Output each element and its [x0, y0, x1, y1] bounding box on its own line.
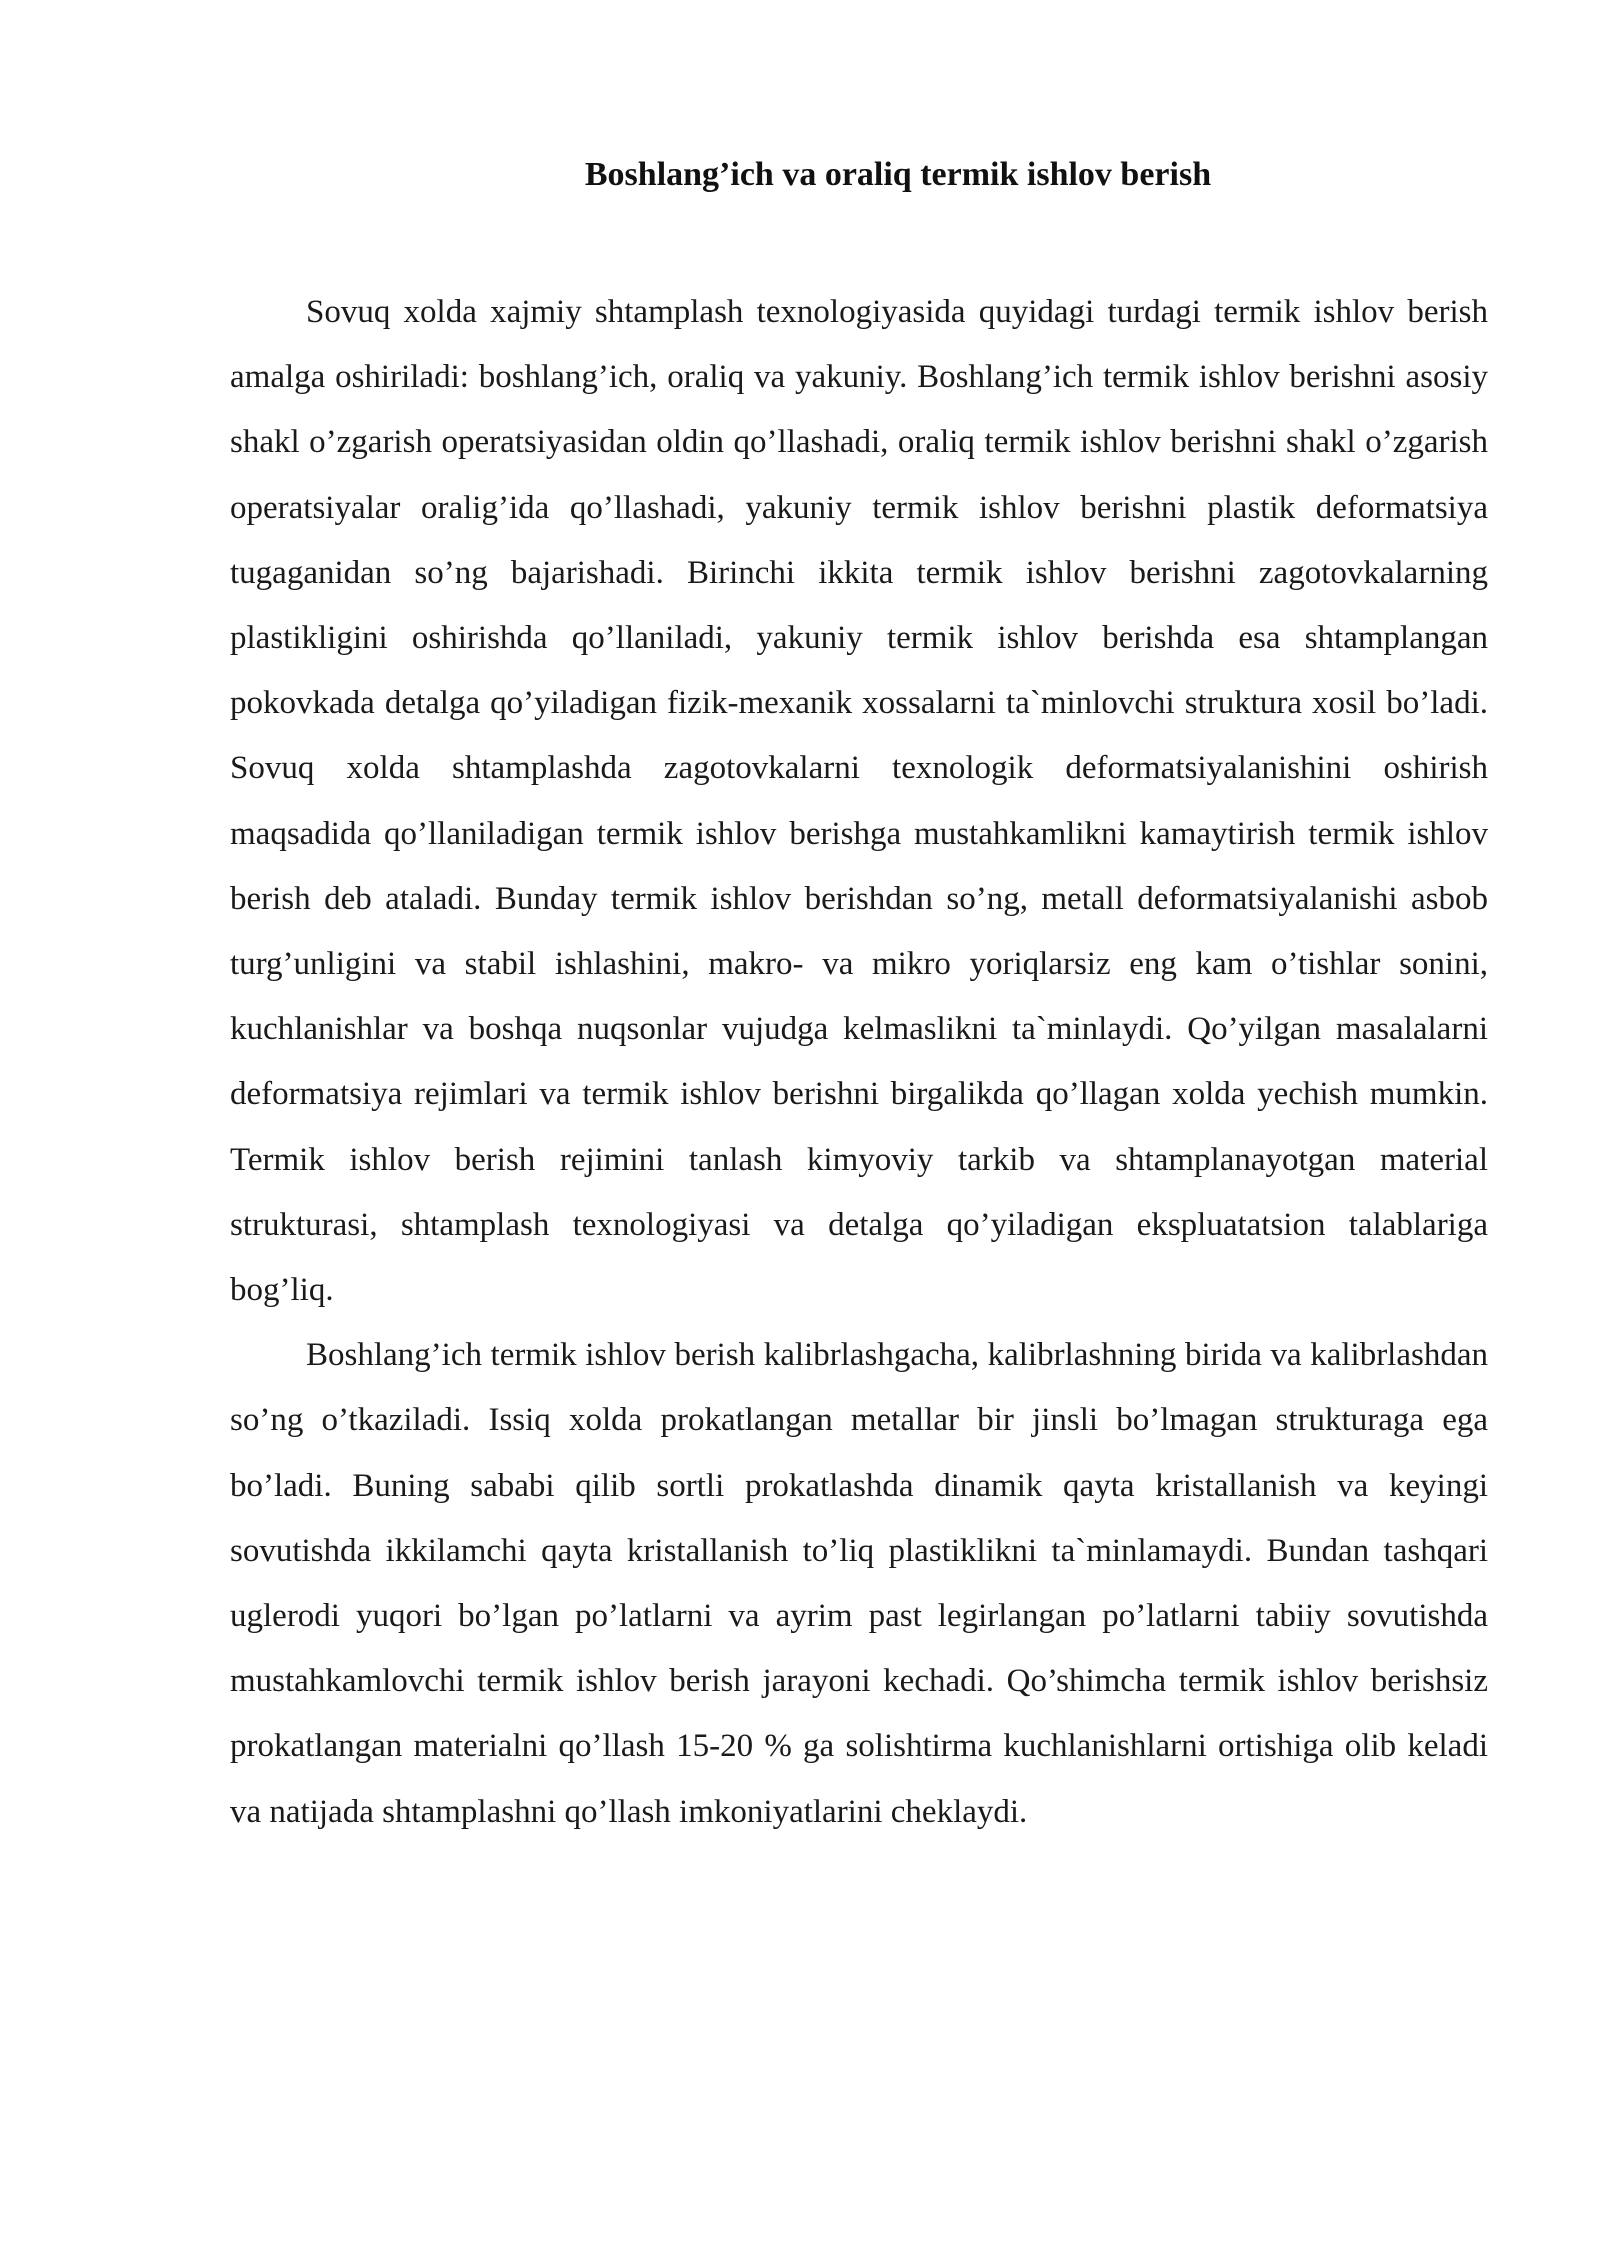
page-title: Boshlang’ich va oraliq termik ishlov berish — [584, 156, 1212, 193]
paragraph-2: Boshlang’ich termik ishlov berish kalibrlashgacha, kalibrlashning birida va kalibrlashdan so’ng o’tkaziladi. Issiq xolda prokatlangan metallar bir jinsli bo’lmagan strukturaga ega bo’ladi. Buning sababi qilib sortli prokatlashda dinamik qayta kristallanish va keyingi sovutishda ikkilamchi qayta kristallanish to’liq plastiklikni ta`minlamaydi. Bundan tashqari uglerodi yuqori bo’lgan po’latlarni va ayrim past legirlangan po’latlarni tabiiy sovutishda mustahkamlovchi termik ishlov berish jarayoni kechadi. Qo’shimcha termik ishlov berishsiz prokatlangan materialni qo’llash 15-20 % ga solishtirma kuchlanishlarni ortishiga olib keladi va natijada shtamplashni qo’llash imkoniyatlarini cheklaydi. — [230, 1337, 1488, 1830]
document-body — [230, 280, 1488, 1845]
paragraph-1: Sovuq xolda xajmiy shtamplash texnologiyasida quyidagi turdagi termik ishlov berish amalga oshiriladi: boshlang’ich, oraliq va yakuniy. Boshlang’ich termik ishlov berishni asosiy shakl o’zgarish operatsiyasidan oldin qo’llashadi, oraliq termik ishlov berishni shakl o’zgarish operatsiyalar oralig’ida qo’llashadi, yakuniy termik ishlov berishni plastik deformatsiya tugaganidan so’ng bajarishadi. Birinchi ikkita termik ishlov berishni zagotovkalarning plastikligini oshirishda qo’llaniladi, yakuniy termik ishlov berishda esa shtamplangan pokovkada detalga qo’yiladigan fizik-mexanik xossalarni ta`minlovchi struktura xosil bo’ladi. Sovuq xolda shtamplashda zagotovkalarni texnologik deformatsiyalanishini oshirish maqsadida qo’llaniladigan termik ishlov berishga mustahkamlikni kamaytirish termik ishlov berish deb ataladi. Bunday termik ishlov berishdan so’ng, metall deformatsiyalanishi asbob turg’unligini va stabil ishlashini, makro- va mikro yoriqlarsiz eng kam o’tishlar sonini, kuchlanishlar va boshqa nuqsonlar vujudga kelmaslikni ta`minlaydi. Qo’yilgan masalalarni deformatsiya rejimlari va termik ishlov berishni birgalikda qo’llagan xolda yechish mumkin. Termik ishlov berish rejimini tanlash kimyoviy tarkib va shtamplanayotgan material strukturasi, shtamplash texnologiyasi va detalga qo’yiladigan ekspluatatsion talablariga bog’liq. — [230, 294, 1488, 1309]
